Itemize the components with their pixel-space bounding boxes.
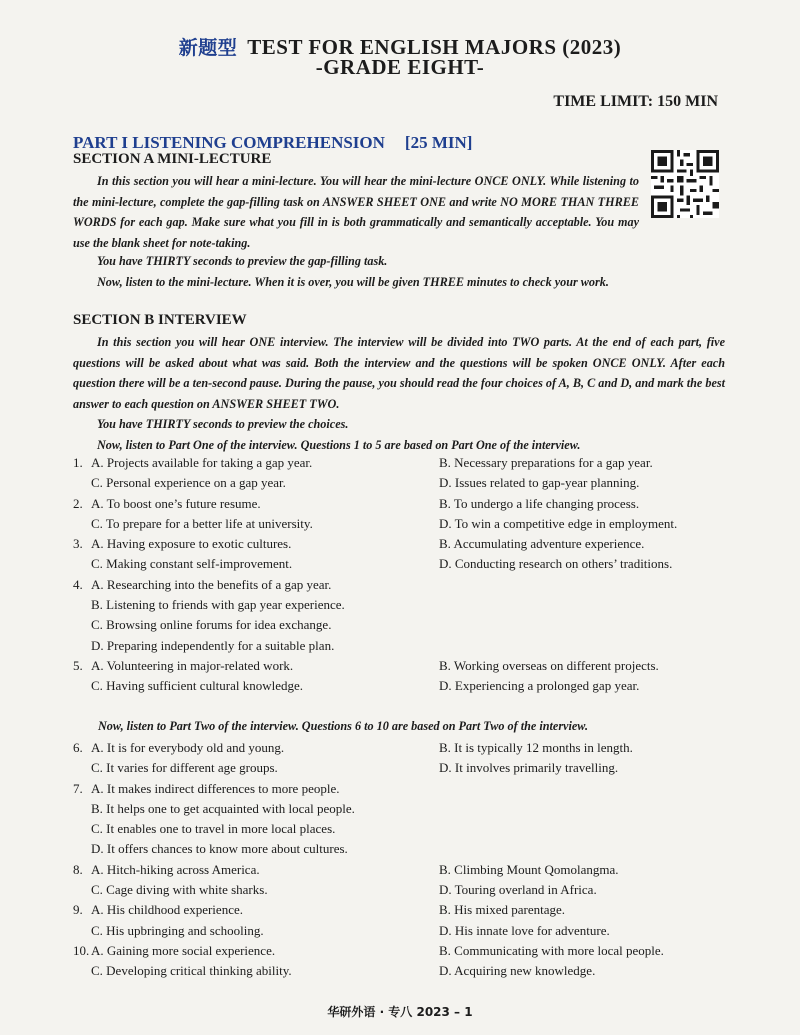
option-b[interactable]: B. Working overseas on different projects. — [439, 657, 659, 673]
question-number: 7. — [73, 780, 83, 796]
option-c[interactable]: C. Personal experience on a gap year. — [91, 475, 286, 491]
option-b[interactable]: B. Communicating with more local people. — [439, 942, 664, 958]
option-a[interactable]: A. Gaining more social experience. — [91, 942, 276, 958]
option-b[interactable]: B. It helps one to get acquainted with local people. — [91, 800, 355, 816]
option-c[interactable]: C. Developing critical thinking ability. — [91, 963, 292, 979]
question-row — [73, 758, 733, 778]
option-d[interactable]: D. Conducting research on others’ traditions. — [439, 556, 673, 572]
question-row — [73, 615, 733, 635]
question-row — [73, 860, 733, 880]
question-row — [73, 636, 733, 656]
part-heading — [73, 133, 472, 153]
exam-title-text: TEST FOR ENGLISH MAJORS (2023) — [247, 35, 622, 59]
question-row — [73, 656, 733, 676]
option-d[interactable]: D. Acquiring new knowledge. — [439, 963, 596, 979]
option-b[interactable]: B. Listening to friends with gap year experience. — [91, 597, 345, 613]
option-a[interactable]: A. To boost one’s future resume. — [91, 495, 261, 511]
option-d[interactable]: D. Issues related to gap-year planning. — [439, 475, 640, 491]
question-row — [73, 941, 733, 961]
question-row — [73, 738, 733, 758]
section-a-instructions-2 — [73, 251, 725, 292]
question-row — [73, 880, 733, 900]
option-a[interactable]: A. Projects available for taking a gap year. — [91, 455, 313, 470]
part-label: PART I — [73, 133, 128, 152]
option-d[interactable]: D. It offers chances to know more about cultures. — [91, 841, 348, 857]
question-row — [73, 921, 733, 941]
option-b[interactable]: B. Accumulating adventure experience. — [439, 536, 645, 552]
option-a[interactable]: A. It is for everybody old and young. — [91, 740, 285, 755]
question-row — [73, 900, 733, 920]
question-row — [73, 779, 733, 799]
instruction-paragraph: You have THIRTY seconds to preview the choices. — [97, 417, 349, 431]
option-d[interactable]: D. His innate love for adventure. — [439, 922, 610, 938]
option-c[interactable]: C. Making constant self-improvement. — [91, 556, 293, 572]
option-b[interactable]: B. His mixed parentage. — [439, 902, 565, 918]
option-a[interactable]: A. His childhood experience. — [91, 902, 243, 918]
option-b[interactable]: B. To undergo a life changing process. — [439, 495, 640, 511]
option-a[interactable]: A. Volunteering in major-related work. — [91, 657, 294, 673]
option-a[interactable]: A. It makes indirect differences to more people. — [91, 780, 340, 796]
question-number: 5. — [73, 657, 83, 673]
question-row — [73, 514, 733, 534]
option-d[interactable]: D. To win a competitive edge in employment. — [439, 515, 678, 531]
instruction-paragraph: Now, listen to Part One of the interview. Questions 1 to 5 are based on Part One of the interview. — [97, 437, 581, 452]
instruction-paragraph: Now, listen to the mini-lecture. When it is over, you will be given THREE minutes to check your work. — [97, 274, 609, 289]
question-row — [73, 453, 733, 473]
section-a-instructions — [73, 171, 639, 253]
question-number: 8. — [73, 861, 83, 877]
question-row — [73, 575, 733, 595]
question-group-part-one — [73, 453, 733, 697]
option-a[interactable]: A. Researching into the benefits of a gap year. — [91, 576, 332, 592]
page-footer: 华研外语 · 专八 2023 – 1 — [327, 1005, 473, 1019]
section-b-heading: SECTION B INTERVIEW — [73, 312, 247, 328]
question-row — [73, 819, 733, 839]
option-d[interactable]: D. Preparing independently for a suitable plan. — [91, 637, 335, 653]
question-number: 3. — [73, 536, 83, 552]
new-format-tag: 新题型 — [178, 37, 238, 59]
question-row — [73, 554, 733, 574]
qr-code-icon[interactable] — [651, 150, 719, 218]
question-group-part-two — [73, 738, 733, 982]
question-number: 1. — [73, 455, 83, 470]
part-two-note: Now, listen to Part Two of the interview. Questions 6 to 10 are based on Part Two of the interview. — [98, 719, 588, 733]
part-duration: [25 MIN] — [404, 133, 473, 152]
instruction-paragraph: In this section you will hear ONE interview. The interview will be divided into TWO parts. At the end of each part, five questions will be asked about what was said. Both the interview and the questions will be spoken ONCE ONLY. After each question there will be a ten-second pause. During the pause, you should read the four choices of A, B, C and D, and mark the best answer to each question on ANSWER SHEET TWO. — [73, 335, 725, 411]
question-row — [73, 799, 733, 819]
section-b-instructions — [73, 332, 725, 455]
option-c[interactable]: C. Browsing online forums for idea exchange. — [91, 617, 332, 633]
instruction-paragraph: In this section you will hear a mini-lecture. You will hear the mini-lecture ONCE ONLY. While listening to the mini-lecture, complete the gap-filling task on ANSWER SHEET ONE and write NO MORE THAN THREE WORDS for each gap. Make sure what you fill in is both grammatically and semantically acceptable. You may use the blank sheet for note-taking. — [73, 174, 639, 250]
question-row — [73, 473, 733, 493]
question-row — [73, 595, 733, 615]
question-number: 2. — [73, 495, 83, 511]
question-row — [73, 676, 733, 696]
exam-subtitle: -GRADE EIGHT- — [315, 55, 485, 79]
option-c[interactable]: C. It enables one to travel in more local places. — [91, 821, 336, 837]
instruction-paragraph: You have THIRTY seconds to preview the gap-filling task. — [97, 254, 388, 268]
part-title: LISTENING COMPREHENSION — [132, 133, 385, 152]
question-row — [73, 534, 733, 554]
option-c[interactable]: C. His upbringing and schooling. — [91, 922, 264, 938]
option-b[interactable]: B. Necessary preparations for a gap year. — [439, 455, 653, 470]
question-number: 9. — [73, 902, 83, 918]
option-a[interactable]: A. Having exposure to exotic cultures. — [91, 536, 292, 552]
time-limit: TIME LIMIT: 150 MIN — [553, 93, 718, 110]
question-row — [73, 494, 733, 514]
option-a[interactable]: A. Hitch-hiking across America. — [91, 861, 260, 877]
option-b[interactable]: B. Climbing Mount Qomolangma. — [439, 861, 619, 877]
option-d[interactable]: D. It involves primarily travelling. — [439, 760, 619, 776]
option-d[interactable]: D. Touring overland in Africa. — [439, 882, 597, 898]
section-a-heading: SECTION A MINI-LECTURE — [73, 151, 272, 167]
option-c[interactable]: C. To prepare for a better life at university. — [91, 515, 313, 531]
question-number: 4. — [73, 576, 83, 592]
option-d[interactable]: D. Experiencing a prolonged gap year. — [439, 678, 640, 694]
question-row — [73, 961, 733, 981]
option-c[interactable]: C. Having sufficient cultural knowledge. — [91, 678, 304, 694]
question-number: 10. — [73, 942, 90, 958]
option-c[interactable]: C. It varies for different age groups. — [91, 760, 278, 776]
question-number: 6. — [73, 740, 83, 755]
option-c[interactable]: C. Cage diving with white sharks. — [91, 882, 268, 898]
option-b[interactable]: B. It is typically 12 months in length. — [439, 740, 633, 755]
question-row — [73, 839, 733, 859]
